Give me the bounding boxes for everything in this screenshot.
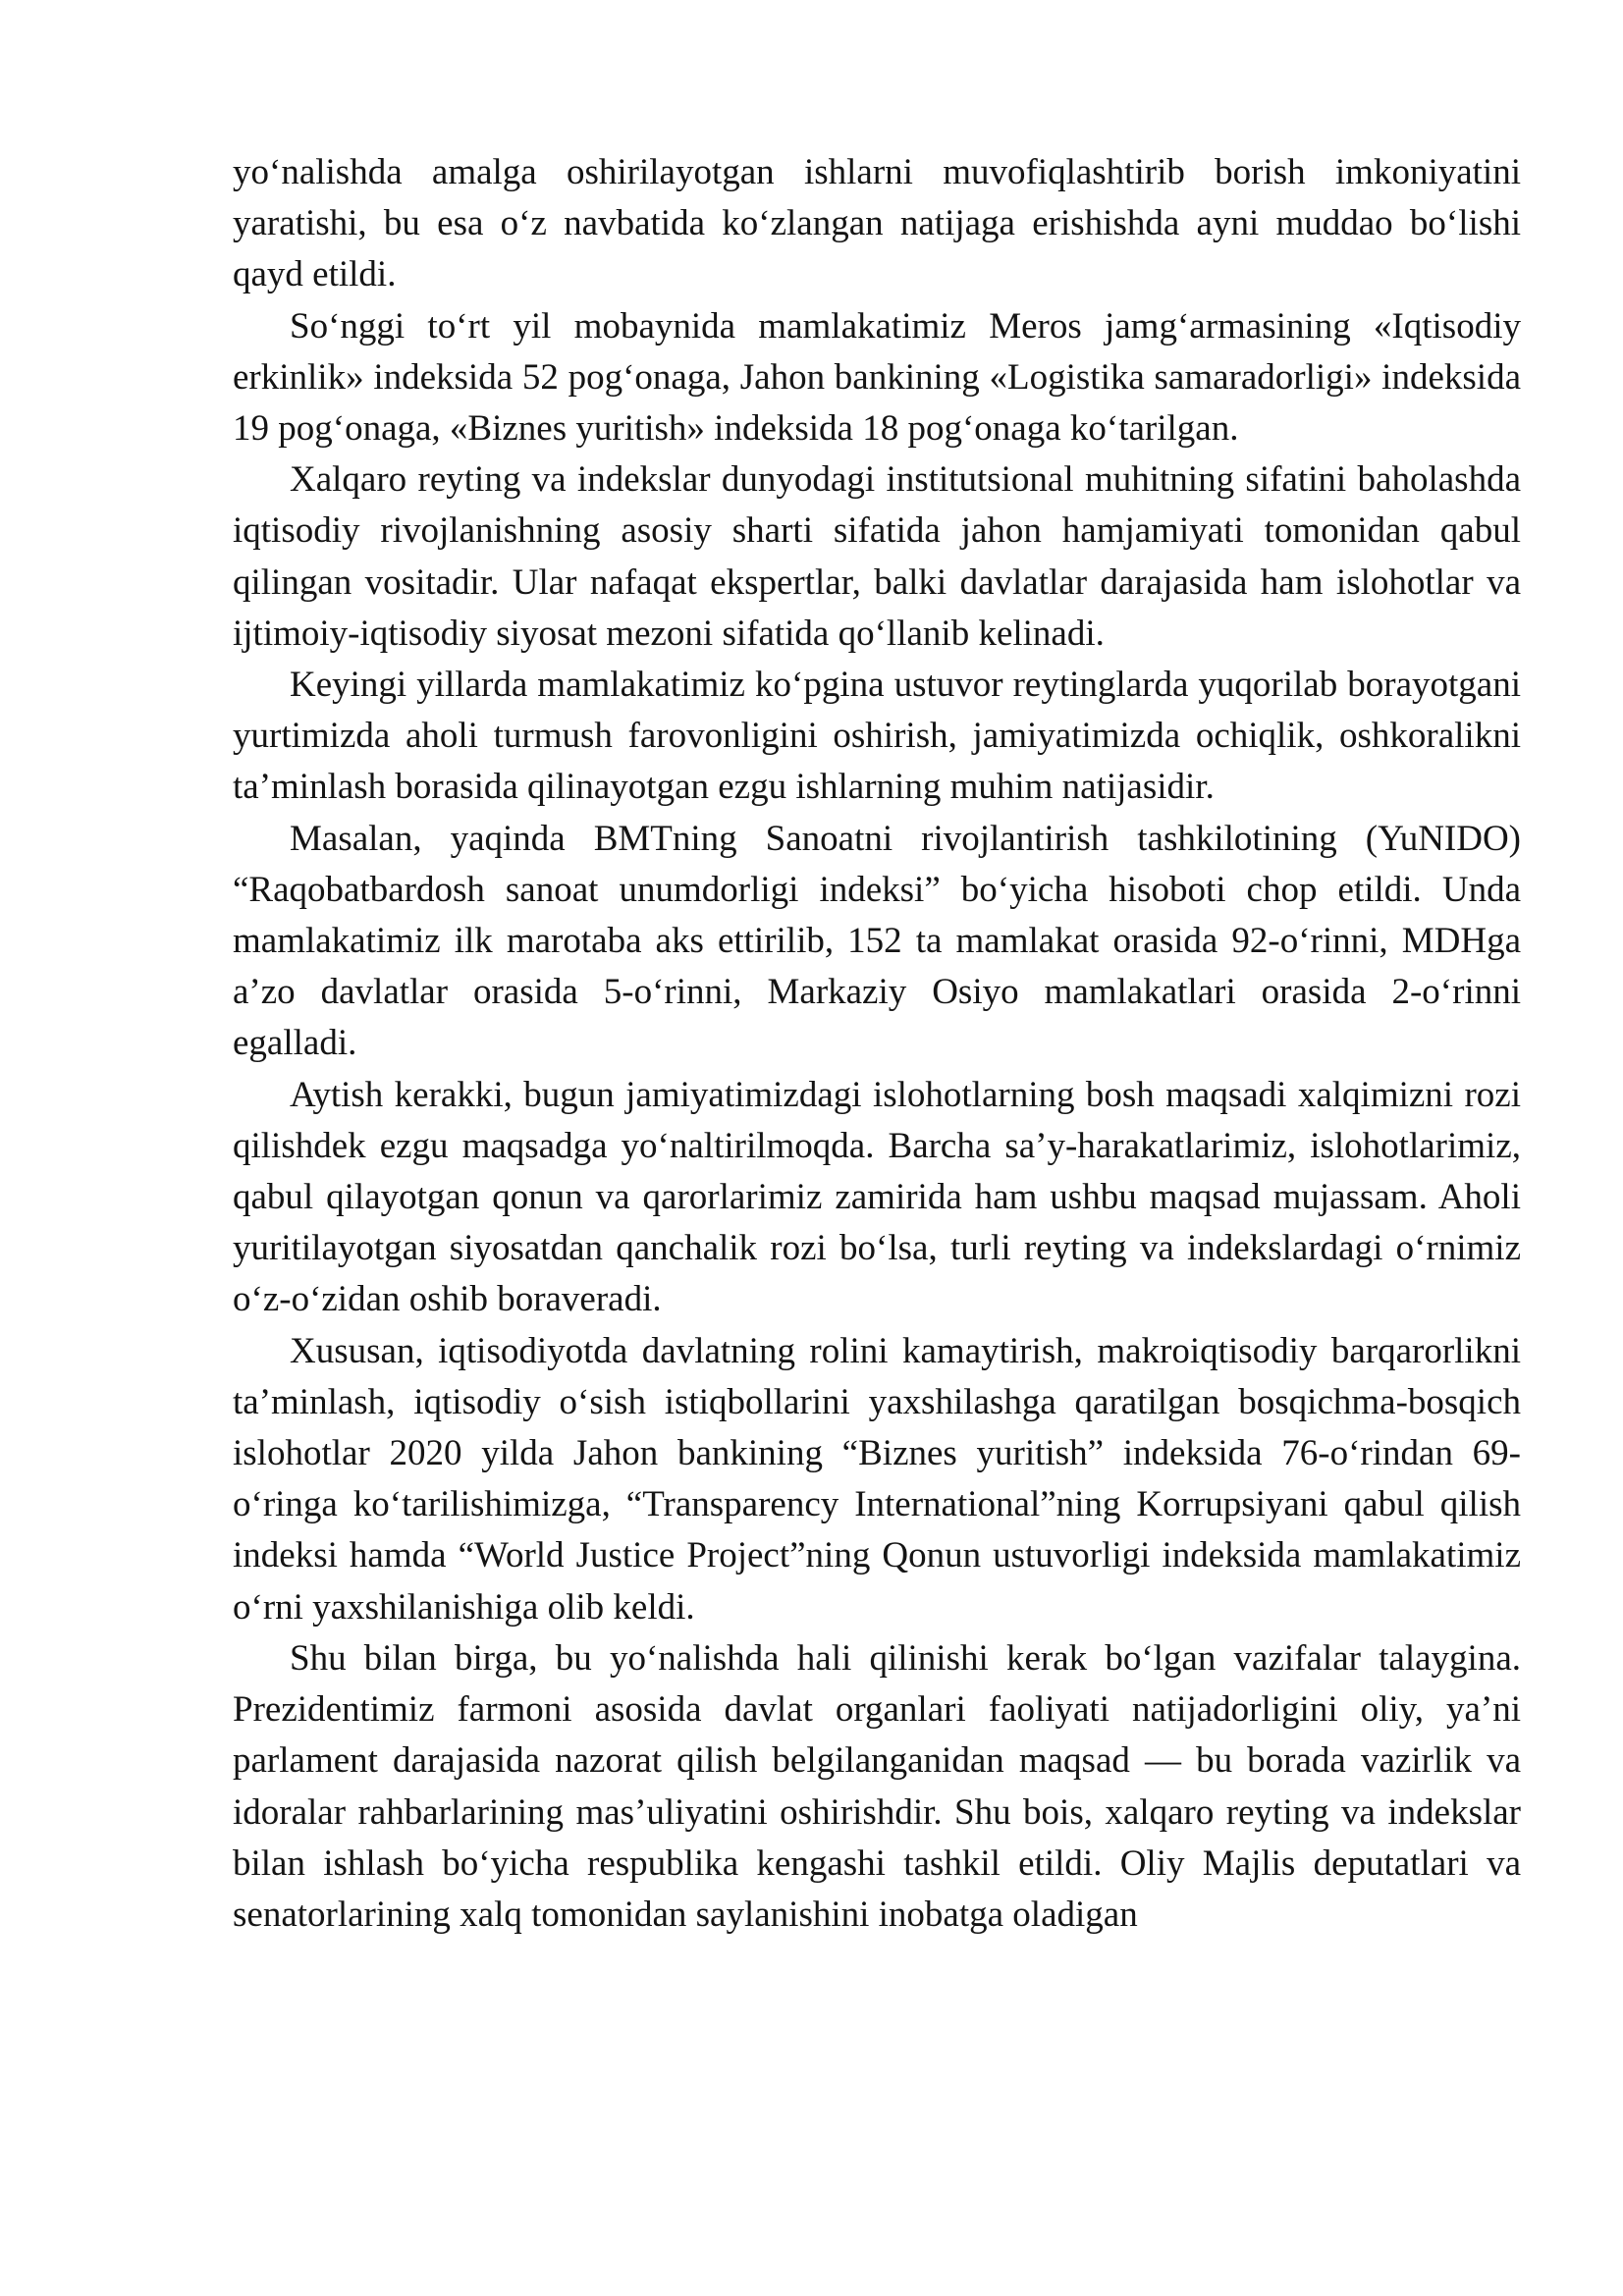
- body-text: [233, 147, 1521, 1941]
- paragraph: Aytish kerakki, bugun jamiyatimizdagi islohotlarning bosh maqsadi xalqimizni rozi qilishdek ezgu maqsadga yo‘naltirilmoqda. Barcha sa’y-harakatlarimiz, islohotlarimiz, qabul qilayotgan qonun va qarorlarimiz zamirida ham ushbu maqsad mujassam. Aholi yuritilayotgan siyosatdan qanchalik rozi bo‘lsa, turli reyting va indekslardagi o‘rnimiz o‘z-o‘zidan oshib boraveradi.: [233, 1074, 1521, 1320]
- paragraph: Keyingi yillarda mamlakatimiz ko‘pgina ustuvor reytinglarda yuqorilab borayotgani yurtimizda aholi turmush farovonligini oshirish, jamiyatimizda ochiqlik, oshkoralikni ta’minlash borasida qilinayotgan ezgu ishlarning muhim natijasidir.: [233, 665, 1521, 808]
- paragraph: Masalan, yaqinda BMTning Sanoatni rivojlantirish tashkilotining (YuNIDO) “Raqobatbardosh sanoat unumdorligi indeksi” bo‘yicha hisoboti chop etildi. Unda mamlakatimiz ilk marotaba aks ettirilib, 152 ta mamlakat orasida 92-o‘rinni, MDHga a’zo davlatlar orasida 5-o‘rinni, Markaziy Osiyo mamlakatlari orasida 2-o‘rinni egalladi.: [233, 818, 1521, 1064]
- paragraph: Shu bilan birga, bu yo‘nalishda hali qilinishi kerak bo‘lgan vazifalar talaygina. Prezidentimiz farmoni asosida davlat organlari faoliyati natijadorligini oliy, ya’ni parlament darajasida nazorat qilish belgilanganidan maqsad — bu borada vazirlik va idoralar rahbarlarining mas’uliyatini oshirishdir. Shu bois, xalqaro reyting va indekslar bilan ishlash bo‘yicha respublika kengashi tashkil etildi. Oliy Majlis deputatlari va senatorlarining xalq tomonidan saylanishini inobatga oladigan: [233, 1637, 1521, 1935]
- paragraph: yo‘nalishda amalga oshirilayotgan ishlarni muvofiqlashtirib borish imkoniyatini yaratishi, bu esa o‘z navbatida ko‘zlangan natijaga erishishda ayni muddao bo‘lishi qayd etildi.: [233, 152, 1521, 295]
- paragraph: Xususan, iqtisodiyotda davlatning rolini kamaytirish, makroiqtisodiy barqarorlikni ta’minlash, iqtisodiy o‘sish istiqbollarini yaxshilashga qaratilgan bosqichma-bosqich islohotlar 2020 yilda Jahon bankining “Biznes yuritish” indeksida 76-o‘rindan 69-o‘ringa ko‘tarilishimizga, “Transparency International”ning Korrupsiyani qabul qilish indeksi hamda “World Justice Project”ning Qonun ustuvorligi indeksida mamlakatimiz o‘rni yaxshilanishiga olib keldi.: [233, 1330, 1521, 1628]
- paragraph: So‘nggi to‘rt yil mobaynida mamlakatimiz Meros jamg‘armasining «Iqtisodiy erkinlik» indeksida 52 pog‘onaga, Jahon bankining «Logistika samaradorligi» indeksida 19 pog‘onaga, «Biznes yuritish» indeksida 18 pog‘onaga ko‘tarilgan.: [233, 305, 1521, 450]
- paragraph: Xalqaro reyting va indekslar dunyodagi institutsional muhitning sifatini baholashda iqtisodiy rivojlanishning asosiy sharti sifatida jahon hamjamiyati tomonidan qabul qilingan vositadir. Ular nafaqat ekspertlar, balki davlatlar darajasida ham islohotlar va ijtimoiy-iqtisodiy siyosat mezoni sifatida qo‘llanib kelinadi.: [233, 459, 1521, 654]
